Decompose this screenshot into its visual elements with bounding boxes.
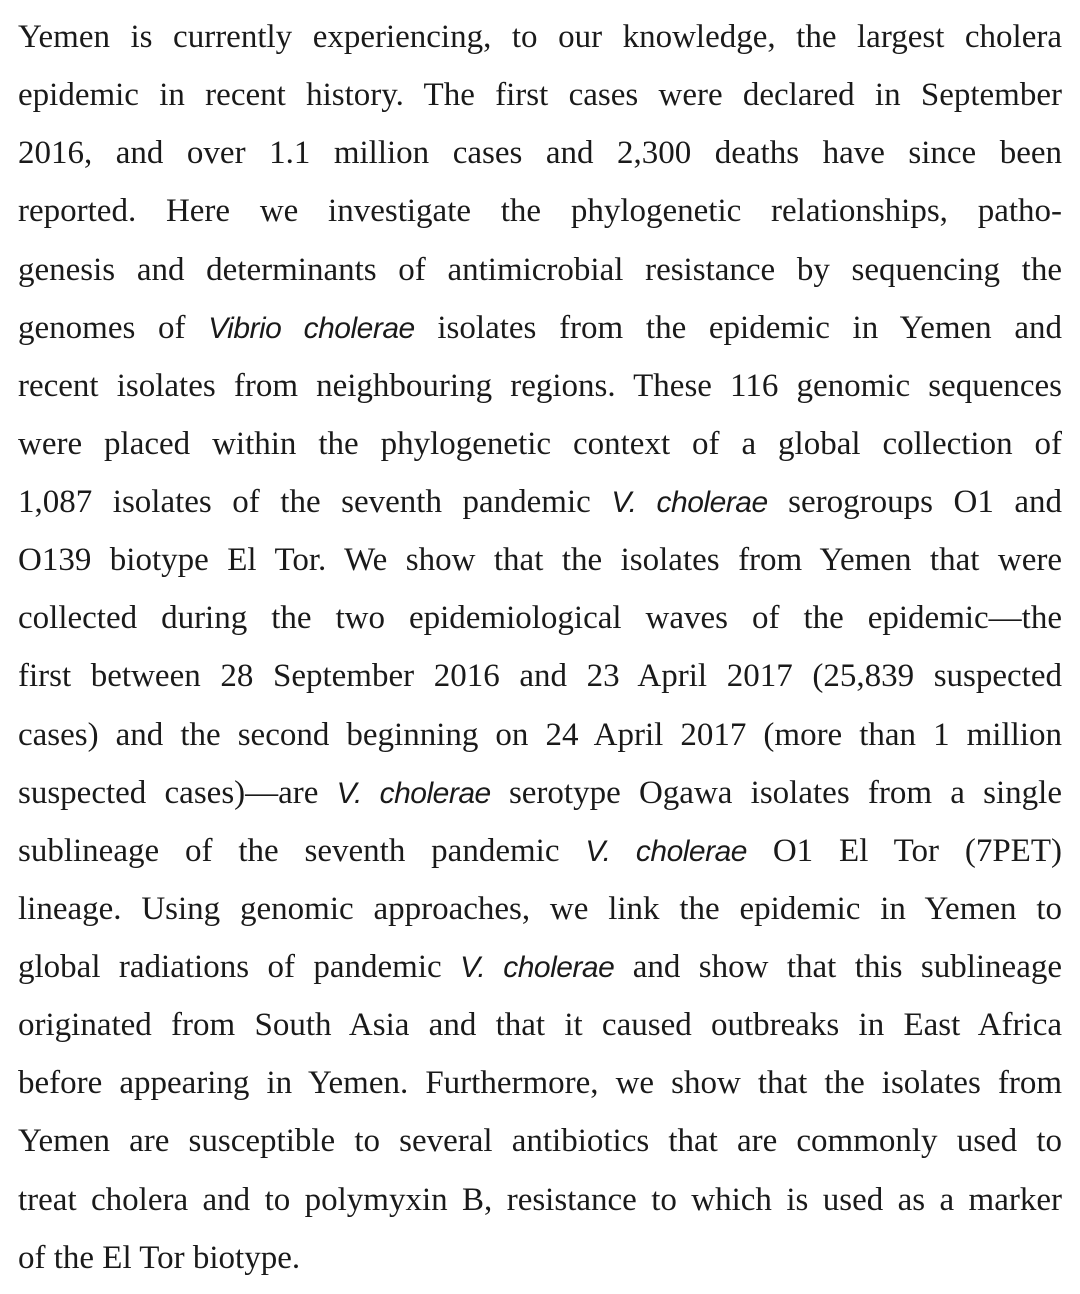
text-segment: originated from South Asia and that it caused outbreaks in East Africa [18, 1007, 1062, 1044]
text-line [18, 996, 1062, 1054]
text-segment: recent isolates from neighbouring regions. These 116 genomic sequences [18, 367, 1062, 404]
text-segment: were placed within the phylogenetic context of a global collection of [18, 425, 1062, 462]
text-segment: Yemen are susceptible to several antibiotics that are commonly used to [18, 1123, 1062, 1160]
text-line [18, 1054, 1062, 1112]
text-segment: serotype Ogawa isolates from a single [490, 774, 1062, 811]
text-segment: O1 El Tor (7PET) [746, 832, 1062, 869]
text-segment: lineage. Using genomic approaches, we link the epidemic in Yemen to [18, 890, 1062, 927]
text-segment: 2016, and over 1.1 million cases and 2,300 deaths have since been [18, 135, 1062, 172]
text-segment: cases) and the second beginning on 24 April 2017 (more than 1 million [18, 716, 1062, 753]
abstract-paragraph [18, 8, 1062, 1287]
text-segment: and show that this sublineage [614, 949, 1062, 985]
text-line [18, 1112, 1062, 1170]
text-segment: suspected cases)—are [18, 774, 337, 811]
text-segment: genesis and determinants of antimicrobial resistance by sequencing the [18, 251, 1062, 288]
text-line [18, 357, 1062, 415]
text-segment: first between 28 September 2016 and 23 April 2017 (25,839 suspected [18, 658, 1062, 695]
italic-species-name: Vibrio cholerae [208, 311, 415, 345]
text-line [18, 299, 1062, 357]
italic-species-name: V. cholerae [460, 951, 615, 984]
text-segment: 1,087 isolates of the seventh pandemic [18, 484, 612, 520]
text-line [18, 531, 1062, 589]
text-line [18, 66, 1062, 124]
text-line [18, 124, 1062, 182]
text-line [18, 241, 1062, 299]
text-segment: sublineage of the seventh pandemic [18, 832, 586, 869]
text-line [18, 764, 1062, 822]
text-line [18, 1229, 1062, 1287]
text-segment: genomes of [18, 309, 209, 346]
text-segment: serogroups O1 and [767, 484, 1063, 520]
text-segment: epidemic in recent history. The first cases were declared in September [18, 77, 1062, 114]
text-segment: before appearing in Yemen. Furthermore, we show that the isolates from [18, 1065, 1062, 1102]
italic-species-name: V. cholerae [611, 486, 768, 519]
text-segment: reported. Here we investigate the phylogenetic relationships, patho- [18, 193, 1062, 230]
text-segment: collected during the two epidemiological waves of the epidemic—the [18, 600, 1062, 637]
text-segment: global radiations of pandemic [18, 949, 461, 985]
text-segment: O139 biotype El Tor. We show that the isolates from Yemen that were [18, 542, 1062, 579]
text-line [18, 706, 1062, 764]
text-line [18, 822, 1062, 880]
text-segment: isolates from the epidemic in Yemen and [414, 309, 1063, 346]
text-line [18, 473, 1062, 531]
text-line [18, 1171, 1062, 1229]
text-line [18, 415, 1062, 473]
text-line [18, 8, 1062, 66]
text-line [18, 938, 1062, 996]
text-line [18, 182, 1062, 240]
text-line [18, 589, 1062, 647]
text-segment: of the El Tor biotype. [18, 1239, 301, 1276]
text-line [18, 647, 1062, 705]
text-segment: treat cholera and to polymyxin B, resistance to which is used as a marker [18, 1181, 1062, 1218]
text-line [18, 880, 1062, 938]
italic-species-name: V. cholerae [585, 834, 747, 868]
italic-species-name: V. cholerae [336, 776, 491, 810]
text-segment: Yemen is currently experiencing, to our knowledge, the largest cholera [18, 19, 1062, 55]
